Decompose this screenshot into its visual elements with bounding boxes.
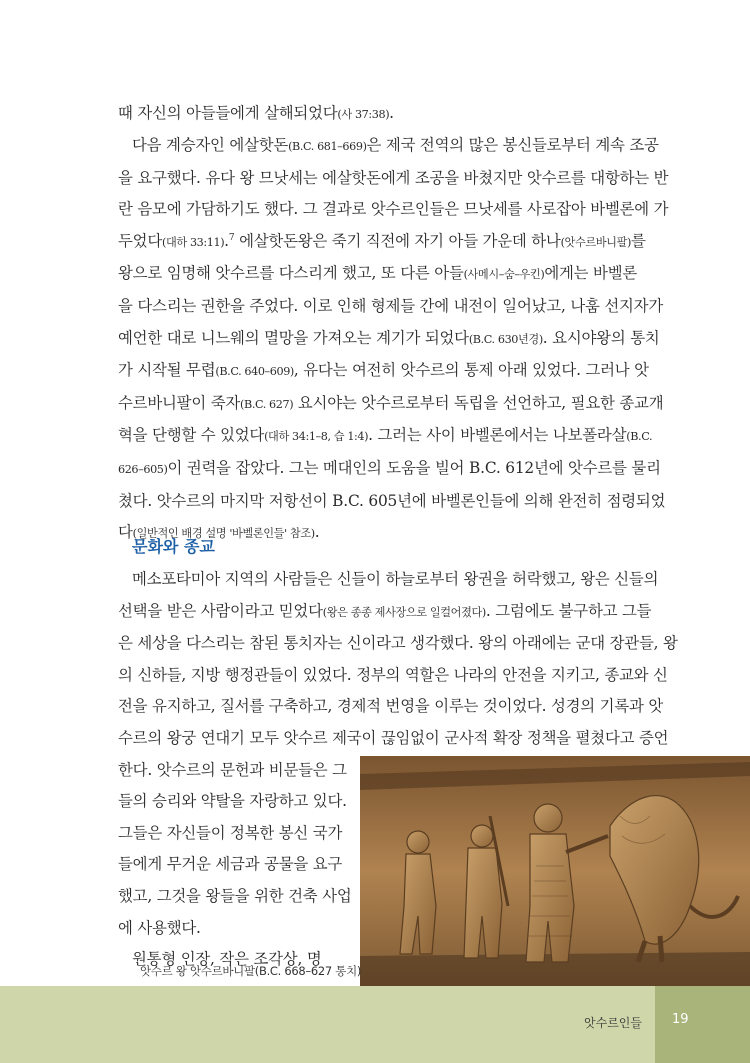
text-line: 원통형 인장, 작은 조각상, 명 (132, 950, 322, 969)
intro-paragraph (118, 98, 750, 131)
running-footer-title: 앗수르인들 (584, 1016, 642, 1030)
text-line: 전을 유지하고, 질서를 구축하고, 경제적 번영을 이루는 것이었다. 성경의 기록과 앗 (118, 697, 664, 716)
text-line: 들의 승리와 약탈을 자랑하고 있다. (118, 792, 347, 811)
text-line: 때 자신의 아들들에게 살해되었다(사 37:38). (118, 104, 394, 122)
text-line: 을 요구했다. 유다 왕 므낫세는 에살핫돈에게 조공을 바쳤지만 앗수르를 대항하는 반 (118, 168, 669, 187)
stone-relief-illustration (360, 756, 750, 987)
text-line: 다음 계승자인 에살핫돈(B.C. 681–669)은 제국 전역의 많은 봉신들로부터 계속 조공 (132, 136, 659, 154)
page-number: 19 (672, 1012, 689, 1027)
text-line: 혁을 단행할 수 있었다(대하 34:1–8, 습 1:4). 그러는 사이 바벨론에서는 나보폴라살(B.C. (118, 426, 653, 445)
text-line: 선택을 받은 사람이라고 믿었다(왕은 종종 제사장으로 일컬어졌다). 그럼에도 불구하고 그들 (118, 601, 652, 620)
text-line: 수르의 왕궁 연대기 모두 앗수르 제국이 끊임없이 군사적 확장 정책을 펼쳤다고 증언 (118, 728, 669, 747)
text-line: 두었다(대하 33:11).$^7$ 에살핫돈왕은 죽기 직전에 자기 아들 가운데 하나(앗수르바니팔)를 (118, 231, 646, 250)
text-line: 가 시작될 무렵(B.C. 640–609), 유다는 여전히 앗수르의 통제 아래 있었다. 그러나 앗 (118, 361, 649, 380)
footer-page-tab (655, 986, 750, 1063)
relief-photo (360, 756, 750, 987)
text-line: 은 세상을 다스리는 참된 통치자는 신이라고 생각했다. 왕의 아래에는 군대 장관들, 왕 (118, 634, 678, 653)
text-line: 그들은 자신들이 정복한 봉신 국가 (118, 823, 343, 842)
text-line: 쳤다. 앗수르의 마지막 저항선이 B.C. 605년에 바벨론인들에 의해 완전히 점령되었 (118, 491, 666, 510)
text-line: 메소포타미아 지역의 사람들은 신들이 하늘로부터 왕권을 허락했고, 왕은 신들의 (132, 570, 659, 588)
text-line: 왕으로 임명해 앗수르를 다스리게 했고, 또 다른 아들(사메시–숨–우킨)에게는 바벨론 (118, 264, 638, 283)
text-line: 을 다스리는 권한을 주었다. 이로 인해 형제들 간에 내전이 일어났고, 나훔 선지자가 (118, 296, 664, 315)
text-line: 한다. 앗수르의 문헌과 비문들은 그 (118, 760, 347, 779)
text-line: 다(일반적인 배경 설명 '바벨론인들' 참조). (118, 523, 320, 542)
text-line: 란 음모에 가담하기도 했다. 그 결과로 앗수르인들은 므낫세를 사로잡아 바벨론에 가 (118, 200, 669, 219)
text-line: 수르바니팔이 죽자(B.C. 627) 요시야는 앗수르로부터 독립을 선언하고, 필요한 종교개 (118, 393, 664, 412)
text-line: 626–605)이 권력을 잡았다. 그는 메대인의 도움을 빌어 B.C. 612년에 앗수르를 물리 (118, 458, 661, 477)
text-line: 했고, 그것을 왕들을 위한 건축 사업 (118, 886, 352, 905)
footnote-marker: 7 (228, 232, 235, 243)
text-line: 들에게 무거운 세금과 공물을 요구 (118, 855, 343, 874)
text-line: 의 신하들, 지방 행정관들이 있었다. 정부의 역할은 나라의 안전을 지키고, 종교와 신 (118, 665, 668, 684)
text-line: 에 사용했다. (118, 918, 201, 937)
text-line: 예언한 대로 니느웨의 멸망을 가져오는 계기가 되었다(B.C. 630년경). 요시야왕의 통치 (118, 328, 660, 347)
section-heading: 문화와 종교 (132, 537, 215, 556)
photo-caption: 앗수르 왕 앗수르바니팔(B.C. 668–627 통치) (140, 964, 362, 978)
body-paragraph-succession (118, 130, 750, 550)
